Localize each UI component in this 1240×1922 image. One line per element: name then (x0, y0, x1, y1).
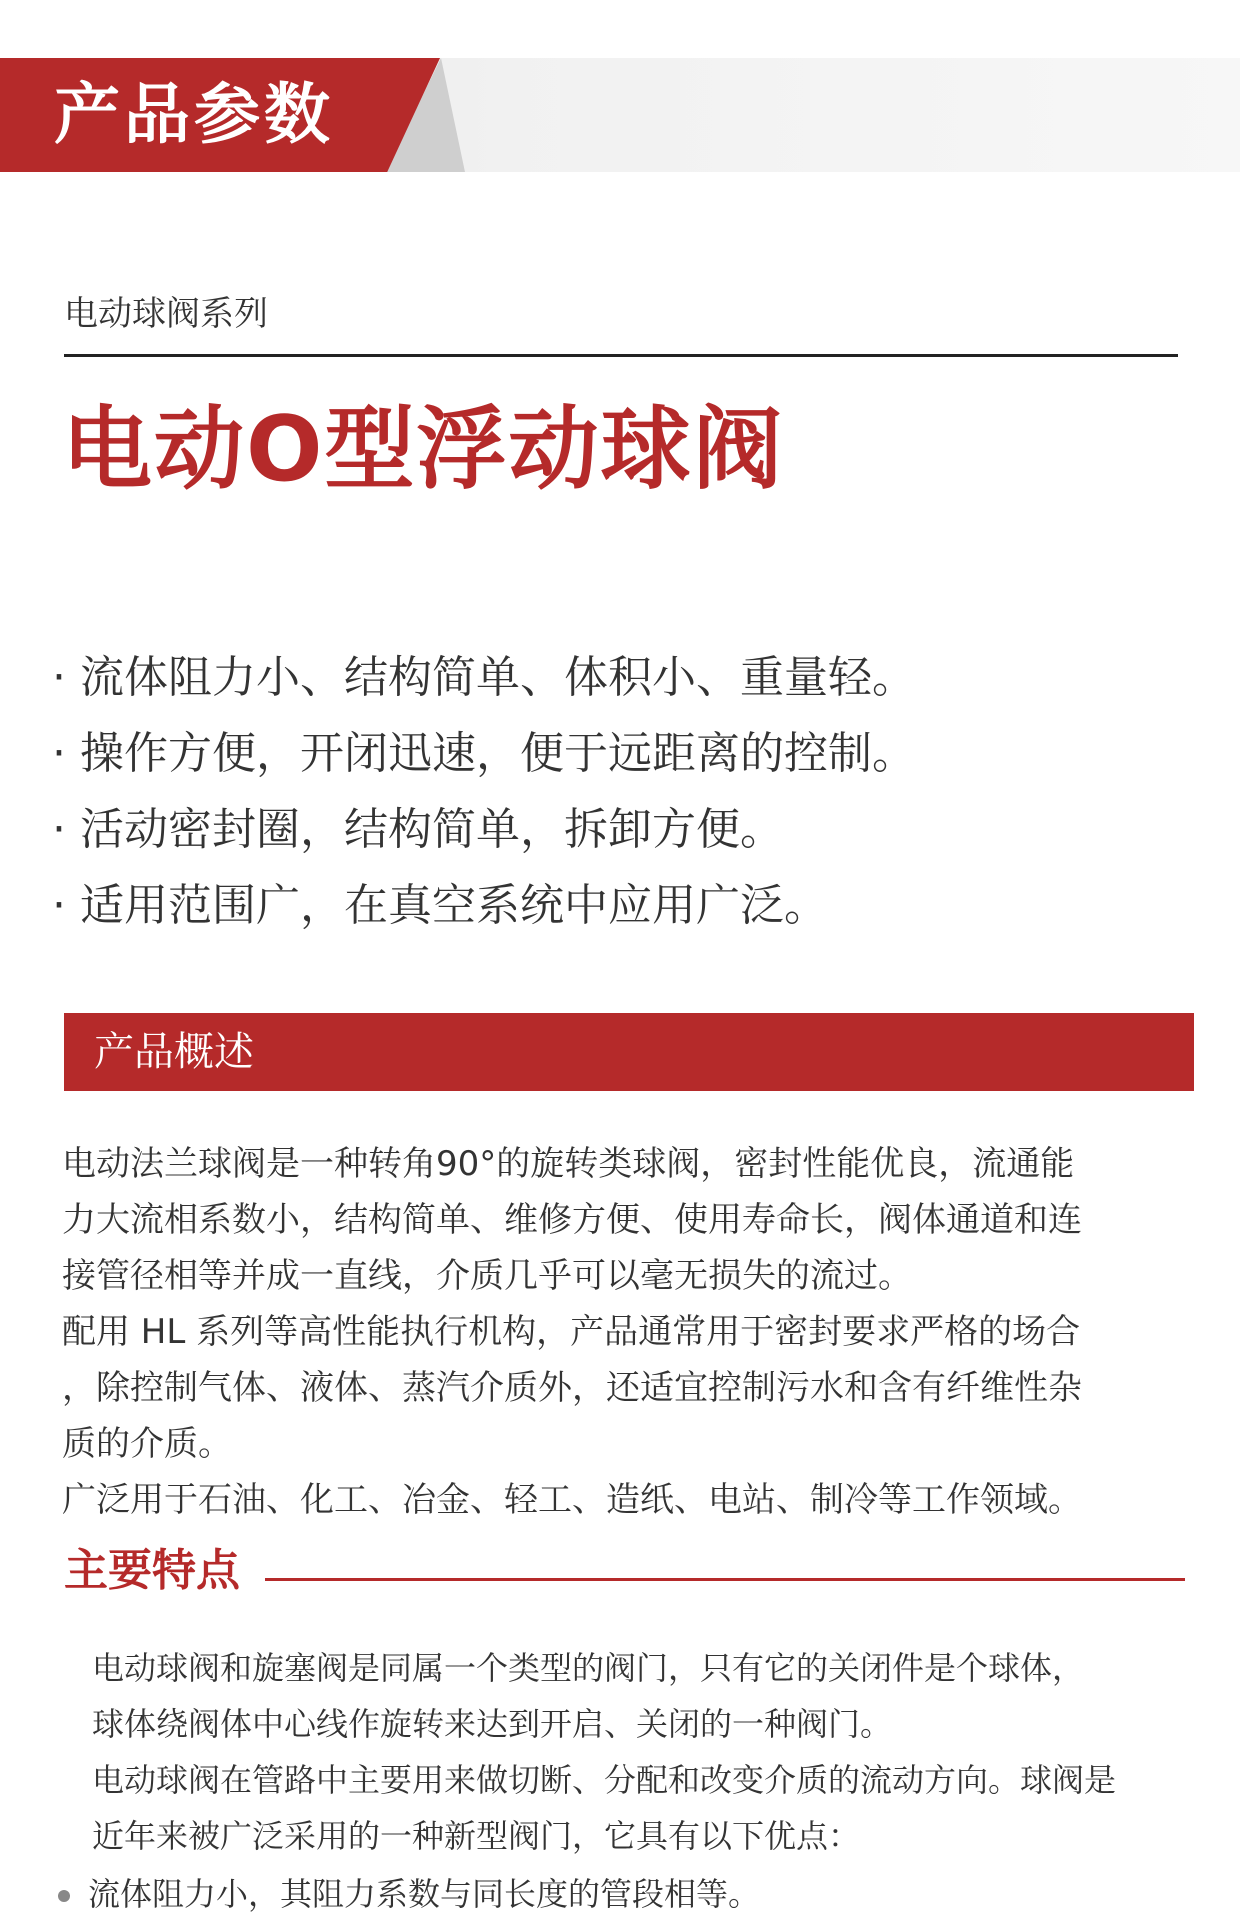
overview-line: 电动法兰球阀是一种转角90°的旋转类球阀，密封性能优良，流通能 (62, 1144, 1075, 1184)
main-features-line: 球体绕阀体中心线作旋转来达到开启、关闭的一种阀门。 (92, 1705, 893, 1743)
feature-text: 流体阻力小、结构简单、体积小、重量轻。 (80, 652, 916, 703)
main-features-bullet-item (58, 1866, 760, 1922)
overview-line: 配用 HL 系列等高性能执行机构，产品通常用于密封要求严格的场合 (62, 1312, 1081, 1352)
bullet-dot-icon (58, 1890, 70, 1902)
feature-item (52, 792, 916, 868)
feature-item (52, 868, 916, 944)
overview-text (62, 1136, 1192, 1528)
header-title: 产品参数 (54, 76, 334, 153)
bullet-dot: · (52, 652, 66, 703)
main-features-divider (265, 1578, 1185, 1581)
overview-title: 产品概述 (94, 1029, 254, 1075)
feature-item (52, 640, 916, 716)
bullet-dot: · (52, 880, 66, 931)
bullet-dot: · (52, 804, 66, 855)
main-features-line: 近年来被广泛采用的一种新型阀门，它具有以下优点： (92, 1817, 861, 1855)
bullet-item-text: 流体阻力小，其阻力系数与同长度的管段相等。 (88, 1875, 761, 1913)
series-label: 电动球阀系列 (64, 294, 268, 334)
main-features-title: 主要特点 (64, 1545, 240, 1596)
main-features-text (92, 1640, 1202, 1864)
divider (64, 354, 1178, 357)
feature-list (52, 640, 916, 944)
overview-line: 力大流相系数小，结构简单、维修方便、使用寿命长，阀体通道和连 (62, 1200, 1082, 1240)
feature-text: 适用范围广，在真空系统中应用广泛。 (80, 880, 828, 931)
bullet-dot: · (52, 728, 66, 779)
overview-line: 质的介质。 (62, 1424, 232, 1464)
main-features-line: 电动球阀和旋塞阀是同属一个类型的阀门，只有它的关闭件是个球体， (92, 1649, 1085, 1687)
feature-item (52, 716, 916, 792)
overview-line: 广泛用于石油、化工、冶金、轻工、造纸、电站、制冷等工作领域。 (62, 1480, 1082, 1520)
overview-line: ，除控制气体、液体、蒸汽介质外，还适宜控制污水和含有纤维性杂 (62, 1368, 1082, 1408)
overview-line: 接管径相等并成一直线，介质几乎可以毫无损失的流过。 (62, 1256, 912, 1296)
feature-text: 操作方便，开闭迅速，便于远距离的控制。 (80, 728, 916, 779)
main-features-line: 电动球阀在管路中主要用来做切断、分配和改变介质的流动方向。球阀是 (92, 1761, 1117, 1799)
product-title: 电动O型浮动球阀 (62, 397, 785, 502)
feature-text: 活动密封圈，结构简单，拆卸方便。 (80, 804, 784, 855)
